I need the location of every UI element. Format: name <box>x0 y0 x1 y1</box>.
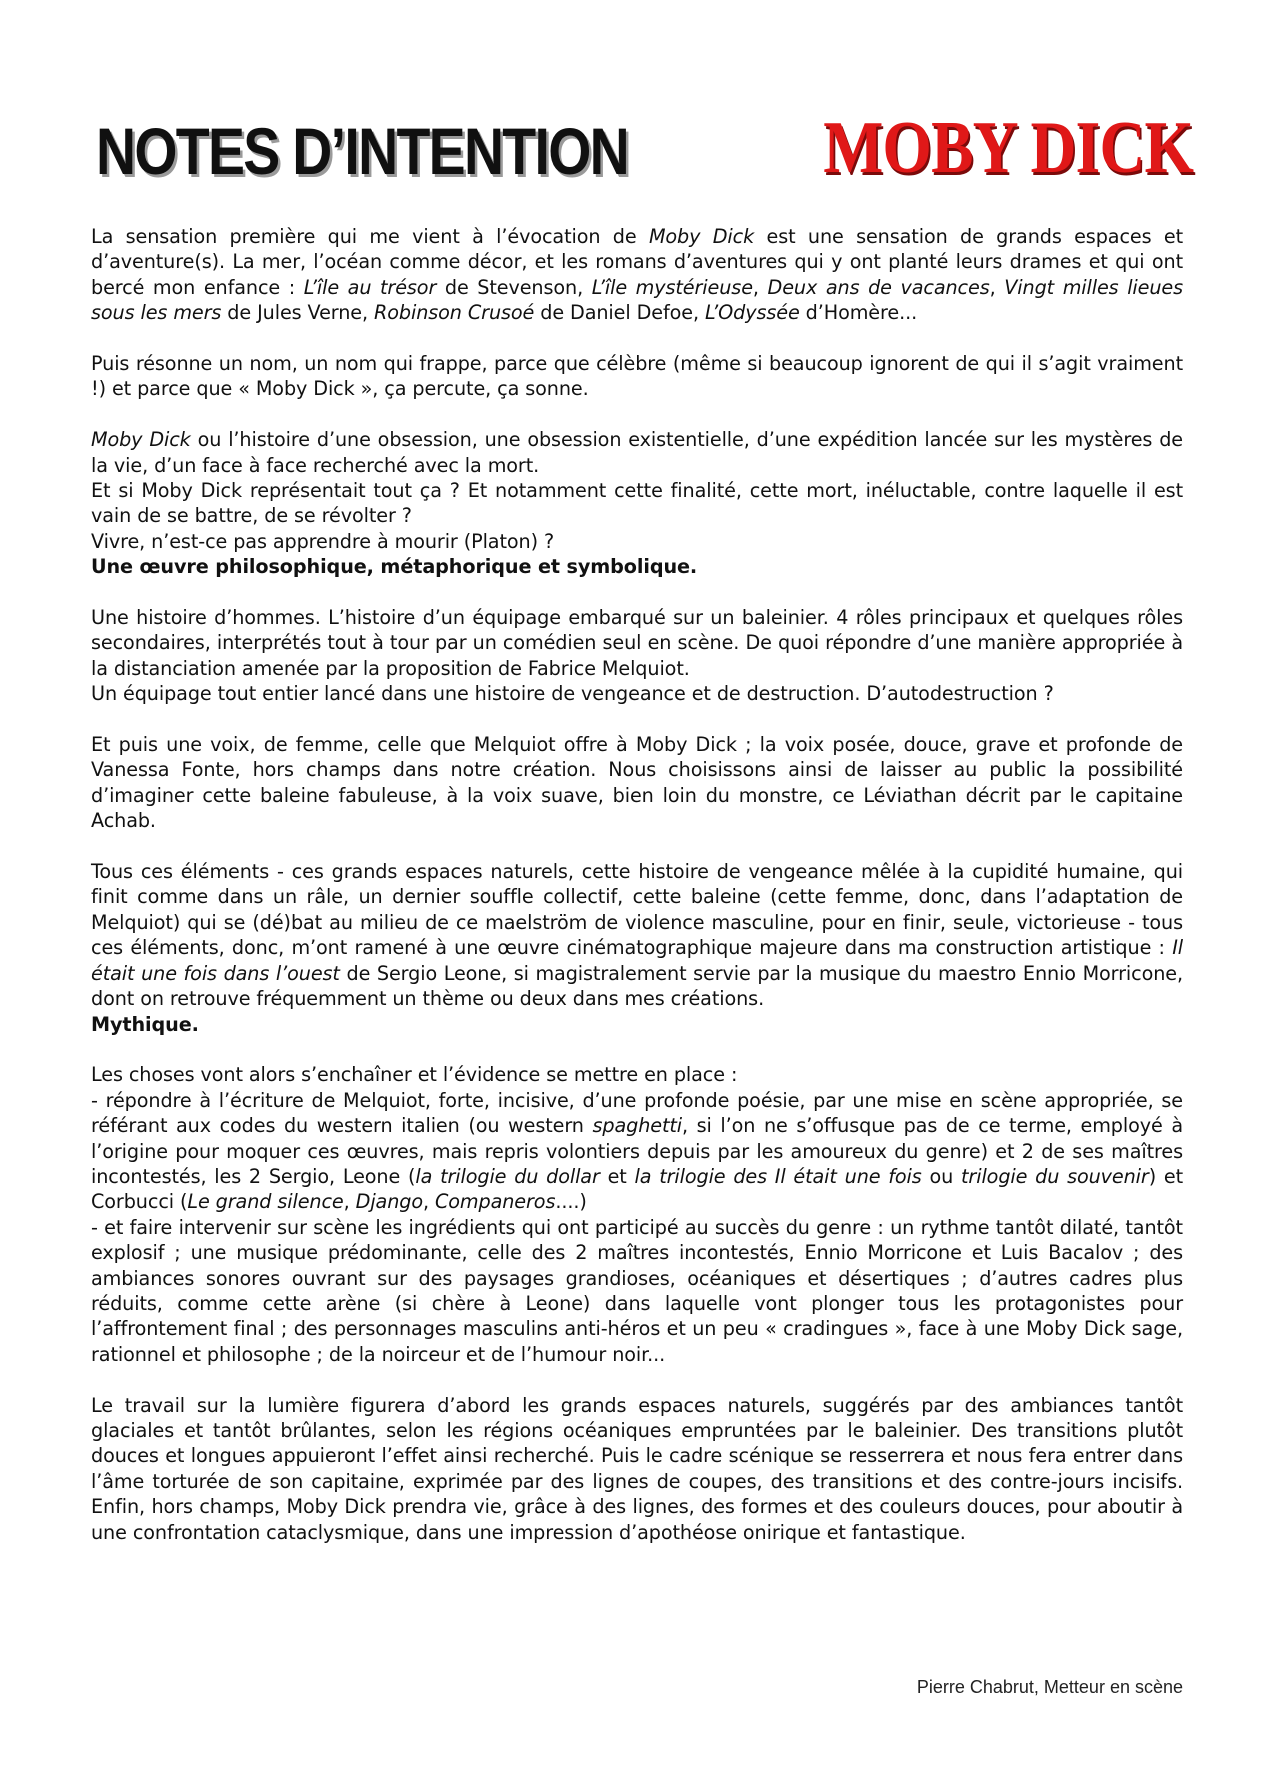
paragraph-voice: Et puis une voix, de femme, celle que Melquiot offre à Moby Dick ; la voix posée, douce, grave et profonde de Vanessa Fonte, hors champs dans notre création. Nous choisissons ainsi de laisser au public la possibilité d’imaginer cette baleine fabuleuse, à la voix suave, bien loin du monstre, ce Léviathan décrit par le capitaine Achab. <box>91 733 1183 833</box>
paragraph-lighting: Le travail sur la lumière figurera d’abord les grands espaces naturels, suggérés par des ambiances tantôt glaciales et tantôt brûlantes, selon les régions océaniques empruntées par le baleinier. Des transitions plutôt douces et longues appuieront l’effet ainsi recherché. Puis le cadre scénique se resserrera et nous fera entrer dans l’âme torturée de son capitaine, exprimée par des lignes de coupes, des transitions et des contre-jours incisifs. Enfin, hors champs, Moby Dick prendra vie, grâce à des lignes, des formes et des couleurs douces, pour aboutir à une confrontation cataclysmique, dans une impression d’apothéose onirique et fantastique. <box>91 1393 1183 1544</box>
paragraph-elements: Tous ces éléments - ces grands espaces naturels, cette histoire de vengeance mêlée à la cupidité humaine, qui finit comme dans un râle, un dernier souffle collectif, cette baleine (cette femme, donc, dans l’adaptation de Melquiot) qui se (dé)bat au milieu de ce maelström de violence masculine, pour en finir, seule, victorieuse - tous ces éléments, donc, m’ont ramené à une œuvre cinématographique majeure dans ma construction artistique : Il était une fois dans l’ouest de Sergio Leone, si magistralement servie par la musique du maestro Ennio Morricone, dont on retrouve fréquemment un thème ou deux dans mes créations. <box>91 860 1183 1011</box>
paragraph-crew-vengeance: Un équipage tout entier lancé dans une histoire de vengeance et de destruction. D’autodestruction ? <box>91 682 1054 706</box>
moby-dick-logo: MOBY DICK <box>823 107 1193 189</box>
paragraph-platon: Vivre, n’est-ce pas apprendre à mourir (Platon) ? <box>91 529 555 553</box>
paragraph-philosophical: Une œuvre philosophique, métaphorique et symbolique. <box>91 555 698 579</box>
page-header <box>0 0 1276 200</box>
page-title: NOTES D’INTENTION <box>96 114 629 188</box>
paragraph-intro: La sensation première qui me vient à l’évocation de Moby Dick est une sensation de grands espaces et d’aventure(s). La mer, l’océan comme décor, et les romans d’aventures qui y ont planté leurs drames et qui ont bercé mon enfance : L’île au trésor de Stevenson, L’île mystérieuse, Deux ans de vacances, Vingt milles lieues sous les mers de Jules Verne, Robinson Crusoé de Daniel Defoe, L’Odyssée d’Homère... <box>91 225 1184 325</box>
paragraph-western: - répondre à l’écriture de Melquiot, forte, incisive, d’une profonde poésie, par une mise en scène appropriée, se référant aux codes du western italien (ou western spaghetti, si l’on ne s’offusque pas de ce terme, employé à l’origine pour moquer ces œuvres, mais repris volontiers depuis par les amoureux du genre) et 2 de ses maîtres incontestés, les 2 Sergio, Leone (la trilogie du dollar et la trilogie des Il était une fois ou trilogie du souvenir) et Corbucci (Le grand silence, Django, Companeros....) <box>91 1088 1184 1214</box>
paragraph-obsession: Moby Dick ou l’histoire d’une obsession, une obsession existentielle, d’une expédition lancée sur les mystères de la vie, d’un face à face recherché avec la mort. <box>91 428 1184 477</box>
paragraph-mythique: Mythique. <box>91 1012 199 1036</box>
paragraph-ingredients: - et faire intervenir sur scène les ingrédients qui ont participé au succès du genre : un rythme tantôt dilaté, tantôt explosif ; une musique prédominante, celle des 2 maîtres incontestés, Ennio Morricone et Luis Bacalov ; des ambiances sonores ouvrant sur des paysages grandioses, océaniques et désertiques ; d’autres cadres plus réduits, comme cette arène (si chère à Leone) dans laquelle vont plonger tous les protagonistes pour l’affrontement final ; des personnages masculins anti-héros et un peu « cradingues », face à une Moby Dick sage, rationnel et philosophe ; de la noirceur et de l’humour noir... <box>91 1215 1183 1366</box>
paragraph-name: Puis résonne un nom, un nom qui frappe, parce que célèbre (même si beaucoup ignorent de qui il s’agit vraiment !) et parce que « Moby Dick », ça percute, ça sonne. <box>91 352 1183 401</box>
document-body <box>91 224 1183 1570</box>
paragraph-sequence: Les choses vont alors s’enchaîner et l’évidence se mettre en place : <box>91 1063 738 1087</box>
paragraph-question: Et si Moby Dick représentait tout ça ? Et notamment cette finalité, cette mort, inéluctable, contre laquelle il est vain de se battre, de se révolter ? <box>91 479 1183 528</box>
paragraph-crew: Une histoire d’hommes. L’histoire d’un équipage embarqué sur un baleinier. 4 rôles principaux et quelques rôles secondaires, interprétés tout à tour par un comédien seul en scène. De quoi répondre d’une manière appropriée à la distanciation amenée par la proposition de Fabrice Melquiot. <box>91 606 1183 680</box>
signature: Pierre Chabrut, Metteur en scène <box>916 1677 1183 1697</box>
